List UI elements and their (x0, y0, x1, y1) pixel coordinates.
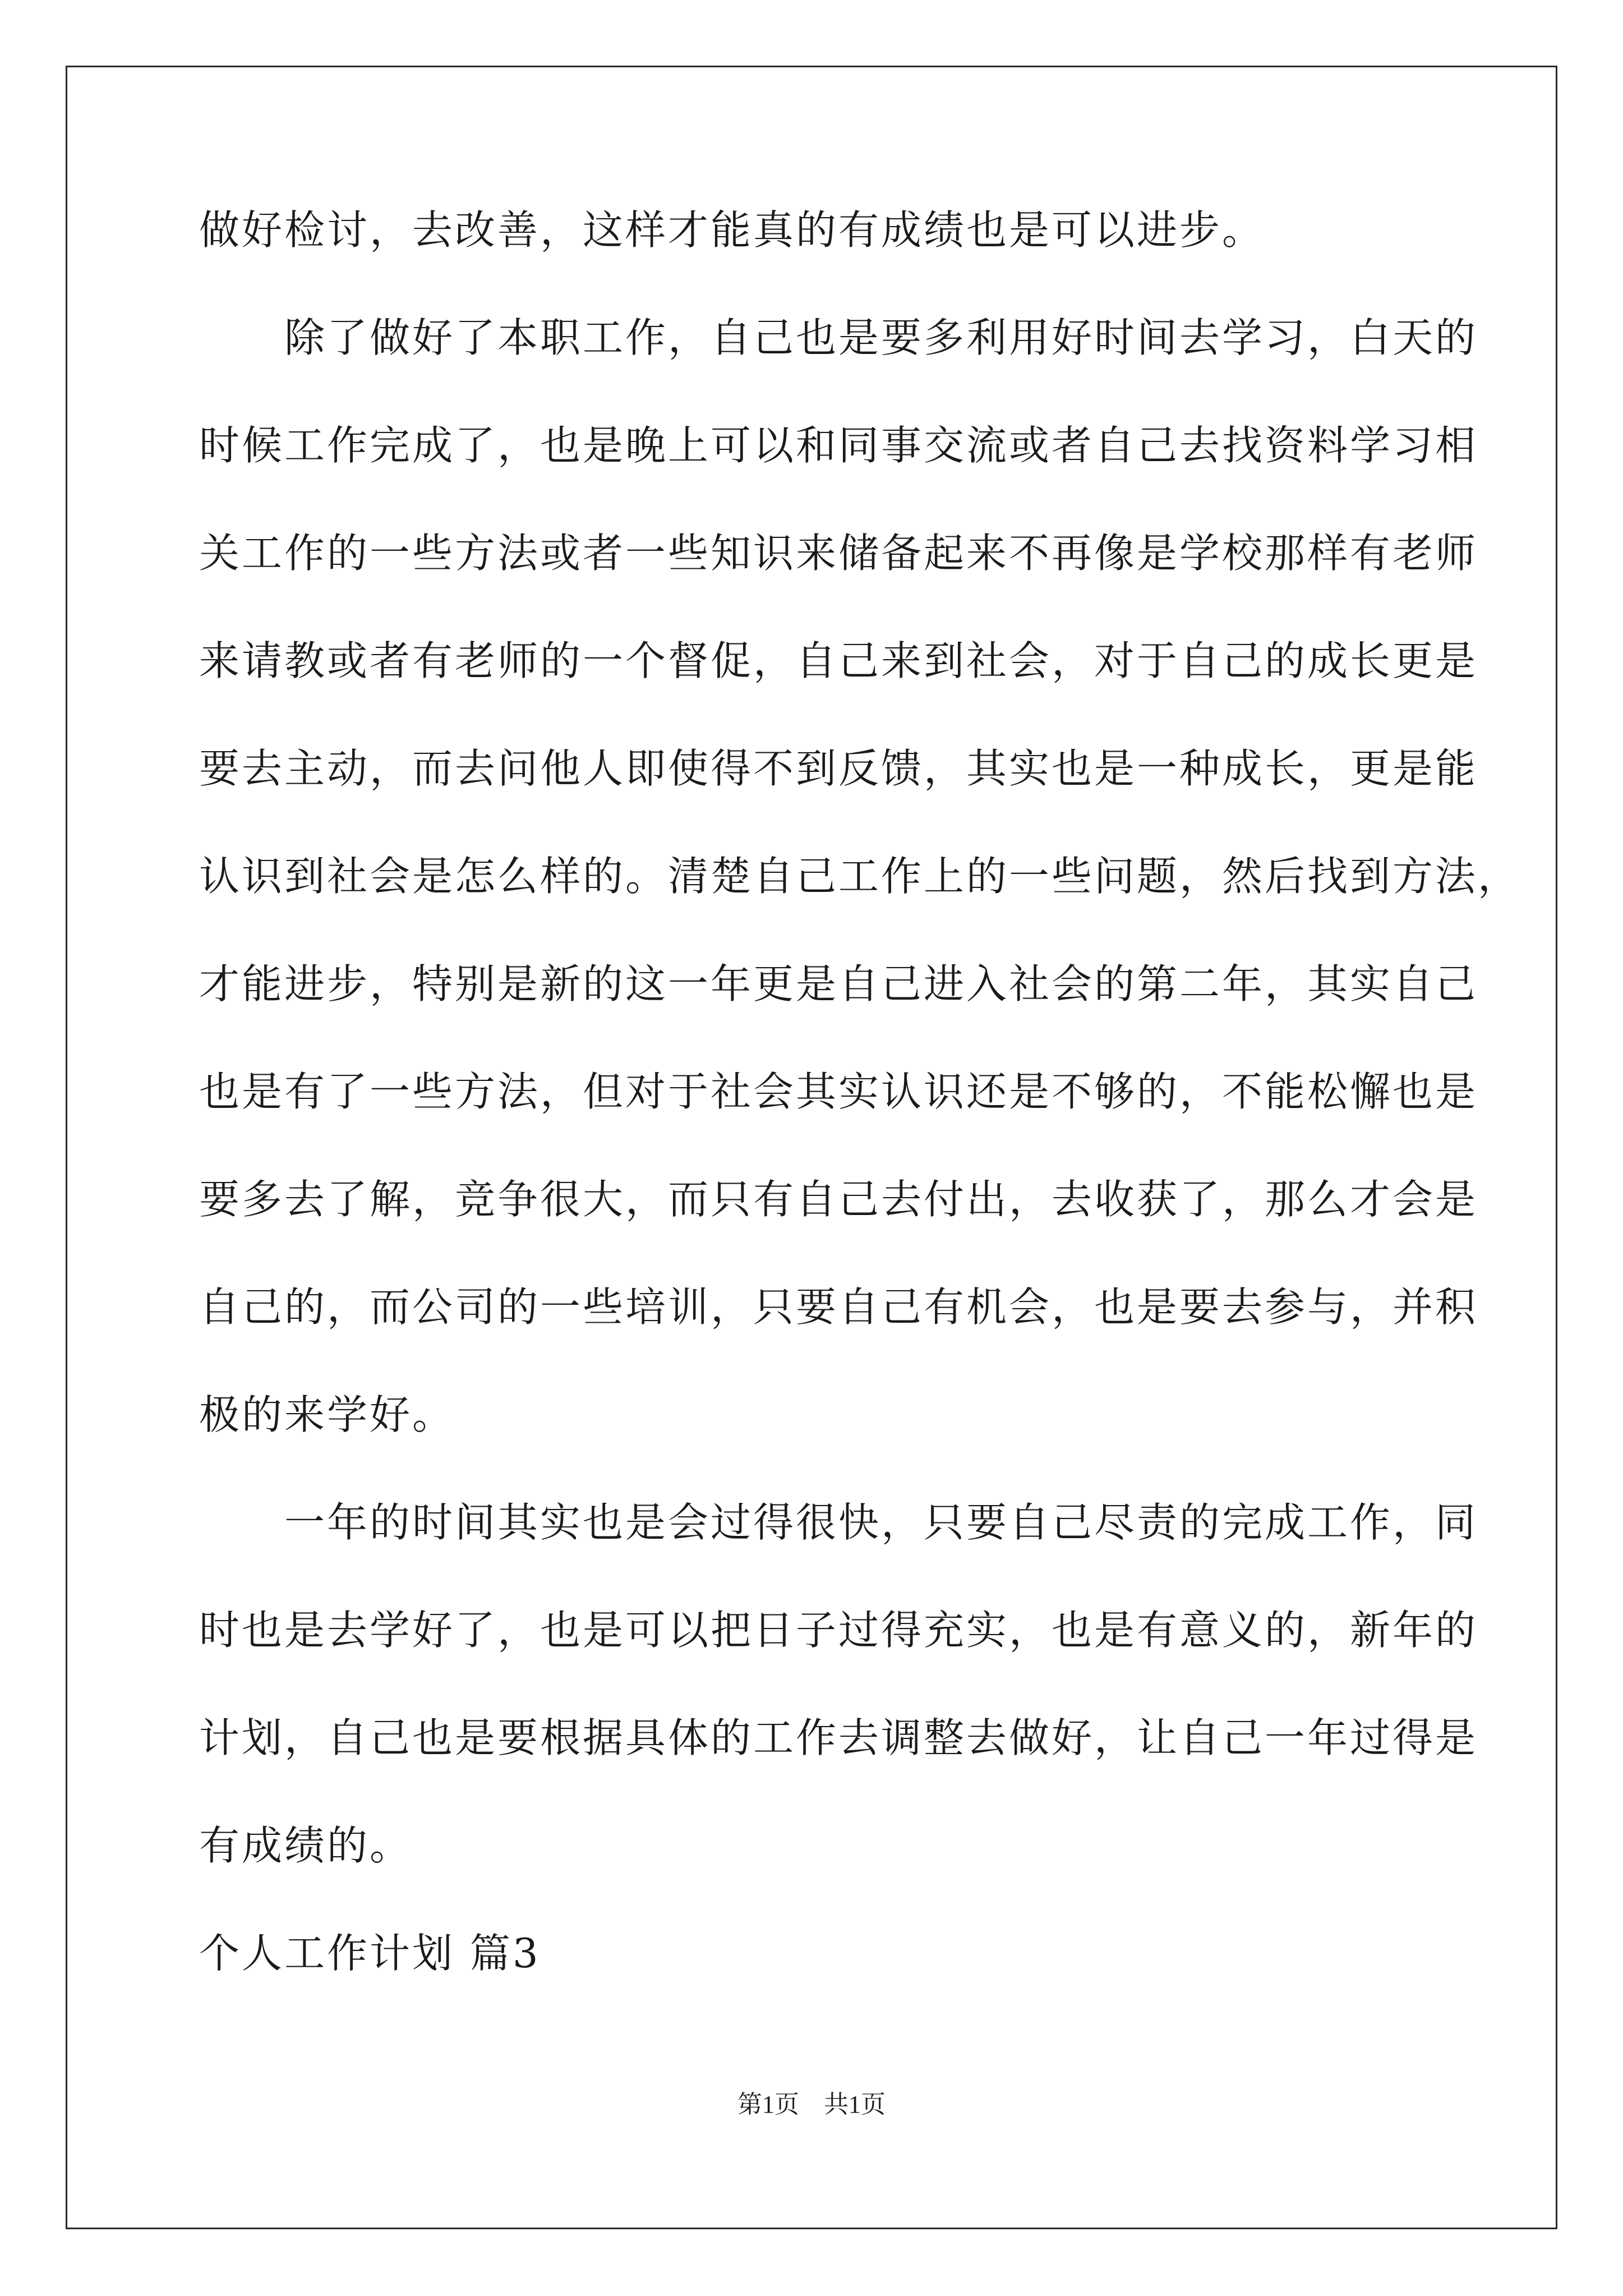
body-line: 做好检讨，去改善，这样才能真的有成绩也是可以进步。 (199, 206, 1265, 254)
page-frame (66, 66, 1557, 2229)
body-line: 计划，自己也是要根据具体的工作去调整去做好，让自己一年过得是 (199, 1714, 1478, 1761)
body-line: 认识到社会是怎么样的。清楚自己工作上的一些问题，然后找到方法， (199, 853, 1521, 900)
body-line: 时也是去学好了，也是可以把日子过得充实，也是有意义的，新年的 (199, 1607, 1478, 1654)
body-line: 极的来学好。 (199, 1391, 455, 1438)
body-line: 来请教或者有老师的一个督促，自己来到社会，对于自己的成长更是 (199, 637, 1478, 684)
body-line: 有成绩的。 (199, 1822, 413, 1869)
body-line: 要去主动，而去问他人即使得不到反馈，其实也是一种成长，更是能 (199, 745, 1478, 792)
section-heading: 个人工作计划 篇3 (199, 1930, 541, 1977)
body-line: 除了做好了本职工作，自己也是要多利用好时间去学习，白天的 (199, 314, 1478, 361)
body-line: 自己的，而公司的一些培训，只要自己有机会，也是要去参与，并积 (199, 1283, 1478, 1331)
page-number-footer: 第1页 共1页 (737, 2091, 886, 2118)
body-line: 要多去了解，竞争很大，而只有自己去付出，去收获了，那么才会是 (199, 1176, 1478, 1223)
body-line: 关工作的一些方法或者一些知识来储备起来不再像是学校那样有老师 (199, 530, 1478, 577)
body-line: 时候工作完成了，也是晚上可以和同事交流或者自己去找资料学习相 (199, 422, 1478, 469)
body-line: 一年的时间其实也是会过得很快，只要自己尽责的完成工作，同 (199, 1499, 1478, 1546)
body-line: 也是有了一些方法，但对于社会其实认识还是不够的，不能松懈也是 (199, 1068, 1478, 1115)
body-line: 才能进步，特别是新的这一年更是自己进入社会的第二年，其实自己 (199, 960, 1478, 1007)
